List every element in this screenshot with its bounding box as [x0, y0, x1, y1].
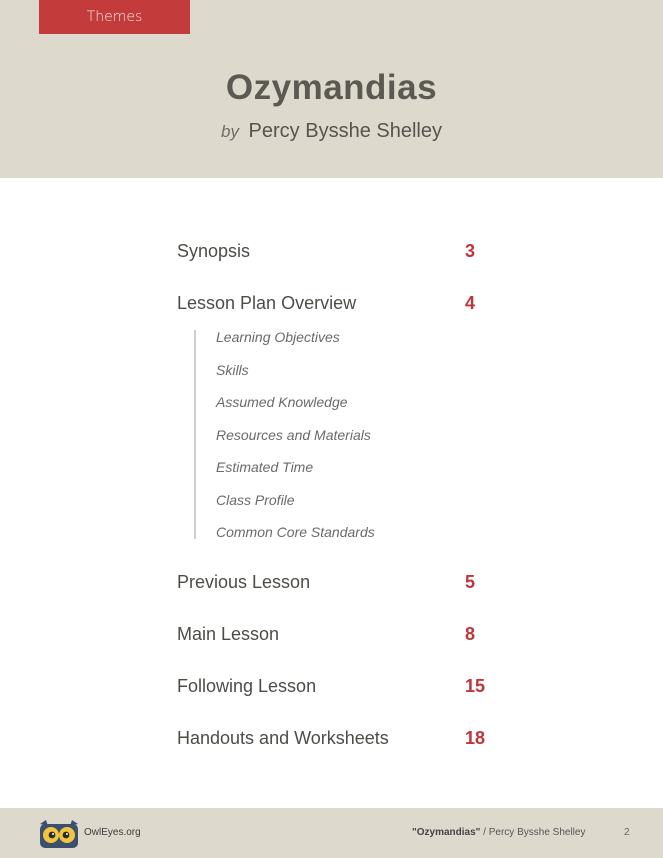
footer-separator: / [480, 827, 489, 838]
toc-entry-page: 18 [465, 728, 486, 748]
footer-work-title: "Ozymandias" [412, 827, 481, 838]
toc-entry-page: 8 [465, 624, 476, 644]
toc-subitem[interactable]: Common Core Standards [216, 524, 375, 540]
owl-logo-icon[interactable] [39, 820, 79, 850]
toc-entry-label: Lesson Plan Overview [177, 293, 357, 313]
toc-entry-main-lesson[interactable] [177, 624, 497, 650]
footer-work-credit [412, 827, 585, 838]
toc-entry-label: Handouts and Worksheets [177, 728, 389, 748]
page-number: 2 [624, 827, 630, 838]
byline-by: by [221, 122, 239, 141]
toc-entry-lesson-plan-overview[interactable] [177, 293, 497, 319]
page-header [0, 0, 663, 178]
toc-subitem[interactable]: Class Profile [216, 492, 295, 508]
toc-entry-page: 3 [465, 241, 476, 261]
toc-entry-synopsis[interactable] [177, 241, 497, 267]
toc-entry-page: 5 [465, 572, 476, 592]
toc-subitem[interactable]: Learning Objectives [216, 329, 340, 345]
toc-entry-label: Synopsis [177, 241, 251, 261]
toc-subitem[interactable]: Assumed Knowledge [216, 394, 348, 410]
toc-entry-label: Main Lesson [177, 624, 280, 644]
section-tab-badge: Themes [39, 0, 190, 34]
footer-work-author: Percy Bysshe Shelley [488, 827, 586, 838]
toc-entry-handouts[interactable] [177, 728, 497, 754]
toc-entry-label: Previous Lesson [177, 572, 311, 592]
toc-entry-page: 4 [465, 293, 476, 313]
byline [0, 120, 663, 143]
toc-entry-page: 15 [465, 676, 486, 696]
toc-subitem[interactable]: Estimated Time [216, 459, 314, 475]
toc-entry-previous-lesson[interactable] [177, 572, 497, 598]
toc-entry-label: Following Lesson [177, 676, 317, 696]
toc-entry-following-lesson[interactable] [177, 676, 497, 702]
toc-subitem[interactable]: Resources and Materials [216, 427, 371, 443]
toc-subitem[interactable]: Skills [216, 362, 249, 378]
logo-text[interactable]: OwlEyes.org [84, 827, 141, 838]
document-title: Ozymandias [225, 68, 438, 107]
page-footer [0, 808, 663, 858]
subsection-divider [194, 330, 196, 539]
byline-author: Percy Bysshe Shelley [248, 120, 442, 142]
